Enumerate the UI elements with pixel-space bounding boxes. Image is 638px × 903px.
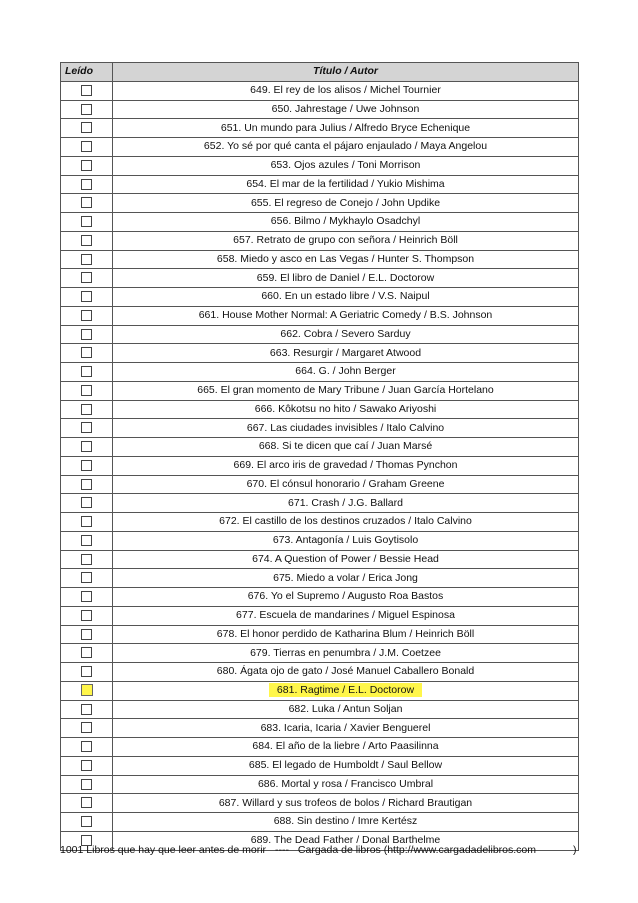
- title-author-cell: [113, 775, 579, 794]
- title-author-cell: [113, 381, 579, 400]
- title-author-cell: [113, 794, 579, 813]
- title-author-text: 685. El legado de Humboldt / Saul Bellow: [248, 759, 443, 772]
- title-author-cell: [113, 175, 579, 194]
- table-row: [61, 775, 579, 794]
- footer-separator: ----: [274, 844, 289, 856]
- read-cell: [61, 700, 113, 719]
- table-row: [61, 269, 579, 288]
- title-author-cell: [113, 269, 579, 288]
- title-author-text: 652. Yo sé por qué canta el pájaro enjaulado / Maya Angelou: [203, 140, 488, 153]
- table-row: [61, 738, 579, 757]
- read-cell: [61, 325, 113, 344]
- title-author-text: 676. Yo el Supremo / Augusto Roa Bastos: [247, 590, 444, 603]
- read-cell: [61, 194, 113, 213]
- read-checkbox[interactable]: [81, 554, 92, 565]
- title-author-cell: [113, 719, 579, 738]
- title-author-cell: [113, 344, 579, 363]
- read-checkbox[interactable]: [81, 479, 92, 490]
- read-checkbox[interactable]: [81, 779, 92, 790]
- read-cell: [61, 288, 113, 307]
- table-row: [61, 644, 579, 663]
- page-footer: [60, 844, 580, 856]
- table-row: [61, 363, 579, 382]
- title-author-text: 662. Cobra / Severo Sarduy: [280, 327, 411, 340]
- title-author-cell: [113, 231, 579, 250]
- read-checkbox[interactable]: [81, 816, 92, 827]
- read-checkbox[interactable]: [81, 122, 92, 133]
- read-cell: [61, 475, 113, 494]
- table-row: [61, 700, 579, 719]
- read-cell: [61, 381, 113, 400]
- table-row: [61, 719, 579, 738]
- read-checkbox[interactable]: [81, 85, 92, 96]
- table-row: [61, 681, 579, 700]
- read-cell: [61, 438, 113, 457]
- table-row: [61, 100, 579, 119]
- title-author-cell: [113, 438, 579, 457]
- read-cell: [61, 813, 113, 832]
- title-author-cell: [113, 400, 579, 419]
- read-cell: [61, 250, 113, 269]
- read-cell: [61, 606, 113, 625]
- read-checkbox[interactable]: [81, 684, 93, 696]
- title-author-cell: [113, 644, 579, 663]
- title-author-text: 686. Mortal y rosa / Francisco Umbral: [257, 777, 434, 790]
- title-author-cell: [113, 813, 579, 832]
- read-cell: [61, 213, 113, 232]
- title-author-text: 672. El castillo de los destinos cruzados / Italo Calvino: [219, 515, 472, 528]
- read-cell: [61, 400, 113, 419]
- read-checkbox[interactable]: [81, 141, 92, 152]
- read-cell: [61, 738, 113, 757]
- title-author-text: 666. Kôkotsu no hito / Sawako Ariyoshi: [254, 402, 437, 415]
- title-author-cell: [113, 606, 579, 625]
- table-row: [61, 400, 579, 419]
- table-row: [61, 625, 579, 644]
- title-author-cell: [113, 119, 579, 138]
- read-column-header: Leído: [61, 63, 113, 82]
- title-author-cell: [113, 756, 579, 775]
- book-table: [60, 62, 579, 851]
- title-author-cell: [113, 213, 579, 232]
- read-checkbox[interactable]: [81, 666, 92, 677]
- table-row: [61, 456, 579, 475]
- title-author-cell: [113, 419, 579, 438]
- read-cell: [61, 231, 113, 250]
- read-checkbox[interactable]: [81, 460, 92, 471]
- title-author-text: 670. El cónsul honorario / Graham Greene: [246, 477, 445, 490]
- title-author-text: 683. Icaria, Icaria / Xavier Benguerel: [260, 721, 431, 734]
- table-row: [61, 494, 579, 513]
- title-author-text: 688. Sin destino / Imre Kertész: [273, 815, 418, 828]
- table-header-row: [61, 63, 579, 82]
- table-row: [61, 419, 579, 438]
- table-row: [61, 250, 579, 269]
- table-row: [61, 175, 579, 194]
- read-checkbox[interactable]: [81, 160, 92, 171]
- table-row: [61, 325, 579, 344]
- read-cell: [61, 138, 113, 157]
- title-author-cell: [113, 513, 579, 532]
- title-author-text: 651. Un mundo para Julius / Alfredo Bryce Echenique: [220, 121, 471, 134]
- title-author-cell: [113, 250, 579, 269]
- title-author-text: 658. Miedo y asco en Las Vegas / Hunter S. Thompson: [216, 252, 475, 265]
- read-cell: [61, 494, 113, 513]
- read-cell: [61, 100, 113, 119]
- title-author-text: 687. Willard y sus trofeos de bolos / Richard Brautigan: [218, 796, 473, 809]
- title-author-text: 689. The Dead Father / Donal Barthelme: [250, 834, 441, 847]
- title-author-cell: [113, 456, 579, 475]
- read-checkbox[interactable]: [81, 441, 92, 452]
- title-author-text: 654. El mar de la fertilidad / Yukio Mishima: [246, 177, 445, 190]
- read-cell: [61, 775, 113, 794]
- read-checkbox[interactable]: [81, 197, 92, 208]
- read-checkbox[interactable]: [81, 291, 92, 302]
- read-checkbox[interactable]: [81, 535, 92, 546]
- read-cell: [61, 363, 113, 382]
- table-row: [61, 344, 579, 363]
- table-row: [61, 531, 579, 550]
- read-cell: [61, 81, 113, 100]
- read-checkbox[interactable]: [81, 497, 92, 508]
- read-cell: [61, 156, 113, 175]
- title-author-cell: [113, 325, 579, 344]
- read-checkbox[interactable]: [81, 610, 92, 621]
- title-author-text: 669. El arco iris de gravedad / Thomas Pynchon: [233, 459, 458, 472]
- read-checkbox[interactable]: [81, 235, 92, 246]
- title-author-text: 674. A Question of Power / Bessie Head: [252, 552, 439, 565]
- title-author-cell: [113, 81, 579, 100]
- title-author-cell: [113, 475, 579, 494]
- footer-source: Cargada de libros (http://www.cargadadelibros.com: [297, 844, 537, 856]
- table-row: [61, 569, 579, 588]
- table-row: [61, 438, 579, 457]
- title-author-text: 650. Jahrestage / Uwe Johnson: [271, 102, 420, 115]
- title-author-text: 668. Si te dicen que caí / Juan Marsé: [258, 440, 433, 453]
- read-checkbox[interactable]: [81, 741, 92, 752]
- read-checkbox[interactable]: [81, 254, 92, 265]
- read-cell: [61, 719, 113, 738]
- read-checkbox[interactable]: [81, 272, 92, 283]
- table-row: [61, 231, 579, 250]
- title-author-text: 661. House Mother Normal: A Geriatric Comedy / B.S. Johnson: [198, 309, 493, 322]
- table-row: [61, 213, 579, 232]
- read-cell: [61, 550, 113, 569]
- read-cell: [61, 681, 113, 700]
- table-row: [61, 288, 579, 307]
- title-author-cell: [113, 550, 579, 569]
- title-author-cell: [113, 700, 579, 719]
- table-row: [61, 156, 579, 175]
- read-checkbox[interactable]: [81, 422, 92, 433]
- read-checkbox[interactable]: [81, 591, 92, 602]
- read-checkbox[interactable]: [81, 516, 92, 527]
- title-author-text: 657. Retrato de grupo con señora / Heinrich Böll: [233, 234, 458, 247]
- title-author-text: 667. Las ciudades invisibles / Italo Calvino: [246, 421, 445, 434]
- read-checkbox[interactable]: [81, 104, 92, 115]
- read-checkbox[interactable]: [81, 760, 92, 771]
- table-row: [61, 513, 579, 532]
- read-cell: [61, 644, 113, 663]
- title-author-cell: [113, 738, 579, 757]
- title-author-text: 673. Antagonía / Luis Goytisolo: [272, 534, 419, 547]
- read-cell: [61, 119, 113, 138]
- title-author-cell: [113, 588, 579, 607]
- title-author-text: 664. G. / John Berger: [295, 365, 396, 378]
- read-cell: [61, 344, 113, 363]
- book-list-sheet: [60, 62, 578, 851]
- title-author-text: 684. El año de la liebre / Arto Paasilinna: [252, 740, 439, 753]
- table-row: [61, 194, 579, 213]
- title-author-cell: [113, 569, 579, 588]
- title-author-cell: [113, 663, 579, 682]
- table-row: [61, 381, 579, 400]
- title-author-cell: [113, 306, 579, 325]
- table-row: [61, 81, 579, 100]
- table-row: [61, 606, 579, 625]
- title-author-text: 653. Ojos azules / Toni Morrison: [270, 159, 421, 172]
- read-cell: [61, 756, 113, 775]
- title-author-text: 649. El rey de los alisos / Michel Tournier: [250, 84, 441, 97]
- read-checkbox[interactable]: [81, 647, 92, 658]
- title-column-header: Título / Autor: [113, 63, 579, 82]
- read-checkbox[interactable]: [81, 310, 92, 321]
- read-checkbox[interactable]: [81, 216, 92, 227]
- table-row: [61, 475, 579, 494]
- read-checkbox[interactable]: [81, 629, 92, 640]
- read-checkbox[interactable]: [81, 366, 92, 377]
- title-author-cell: [113, 681, 579, 700]
- read-checkbox[interactable]: [81, 722, 92, 733]
- read-checkbox[interactable]: [81, 797, 92, 808]
- title-author-text: 659. El libro de Daniel / E.L. Doctorow: [256, 271, 435, 284]
- book-rows: [61, 81, 579, 850]
- read-cell: [61, 175, 113, 194]
- title-author-text: 675. Miedo a volar / Erica Jong: [273, 571, 418, 584]
- title-author-text: 679. Tierras en penumbra / J.M. Coetzee: [250, 646, 441, 659]
- title-author-cell: [113, 138, 579, 157]
- title-author-cell: [113, 156, 579, 175]
- table-row: [61, 306, 579, 325]
- title-author-cell: [113, 494, 579, 513]
- title-author-cell: [113, 531, 579, 550]
- title-author-text: 660. En un estado libre / V.S. Naipul: [261, 290, 430, 303]
- title-author-text: 680. Ágata ojo de gato / José Manuel Caballero Bonald: [216, 665, 475, 678]
- table-row: [61, 794, 579, 813]
- title-author-text: 681. Ragtime / E.L. Doctorow: [269, 683, 422, 697]
- title-author-text: 655. El regreso de Conejo / John Updike: [250, 196, 441, 209]
- table-row: [61, 813, 579, 832]
- table-row: [61, 119, 579, 138]
- table-row: [61, 588, 579, 607]
- read-cell: [61, 588, 113, 607]
- read-checkbox[interactable]: [81, 704, 92, 715]
- read-cell: [61, 531, 113, 550]
- read-cell: [61, 794, 113, 813]
- table-row: [61, 756, 579, 775]
- title-author-text: 656. Bilmo / Mykhaylo Osadchyl: [270, 215, 421, 228]
- read-checkbox[interactable]: [81, 404, 92, 415]
- read-checkbox[interactable]: [81, 385, 92, 396]
- title-author-cell: [113, 363, 579, 382]
- title-author-cell: [113, 625, 579, 644]
- title-author-cell: [113, 194, 579, 213]
- read-cell: [61, 306, 113, 325]
- read-cell: [61, 625, 113, 644]
- title-author-text: 678. El honor perdido de Katharina Blum / Heinrich Böll: [216, 627, 475, 640]
- title-author-cell: [113, 288, 579, 307]
- read-checkbox[interactable]: [81, 179, 92, 190]
- footer-book-list-name: 1001 Libros que hay que leer antes de morir: [60, 844, 267, 856]
- read-cell: [61, 569, 113, 588]
- title-author-text: 665. El gran momento de Mary Tribune / Juan García Hortelano: [197, 384, 494, 397]
- read-cell: [61, 456, 113, 475]
- title-author-text: 682. Luka / Antun Soljan: [288, 702, 403, 715]
- title-author-text: 663. Resurgir / Margaret Atwood: [269, 346, 422, 359]
- title-author-cell: [113, 100, 579, 119]
- read-checkbox[interactable]: [81, 329, 92, 340]
- table-row: [61, 550, 579, 569]
- footer-close-paren: ): [573, 844, 577, 856]
- title-author-text: 671. Crash / J.G. Ballard: [288, 496, 403, 509]
- read-cell: [61, 419, 113, 438]
- read-cell: [61, 663, 113, 682]
- read-cell: [61, 269, 113, 288]
- read-checkbox[interactable]: [81, 347, 92, 358]
- read-checkbox[interactable]: [81, 572, 92, 583]
- table-row: [61, 138, 579, 157]
- table-row: [61, 663, 579, 682]
- read-cell: [61, 513, 113, 532]
- title-author-text: 677. Escuela de mandarines / Miguel Espinosa: [236, 609, 455, 622]
